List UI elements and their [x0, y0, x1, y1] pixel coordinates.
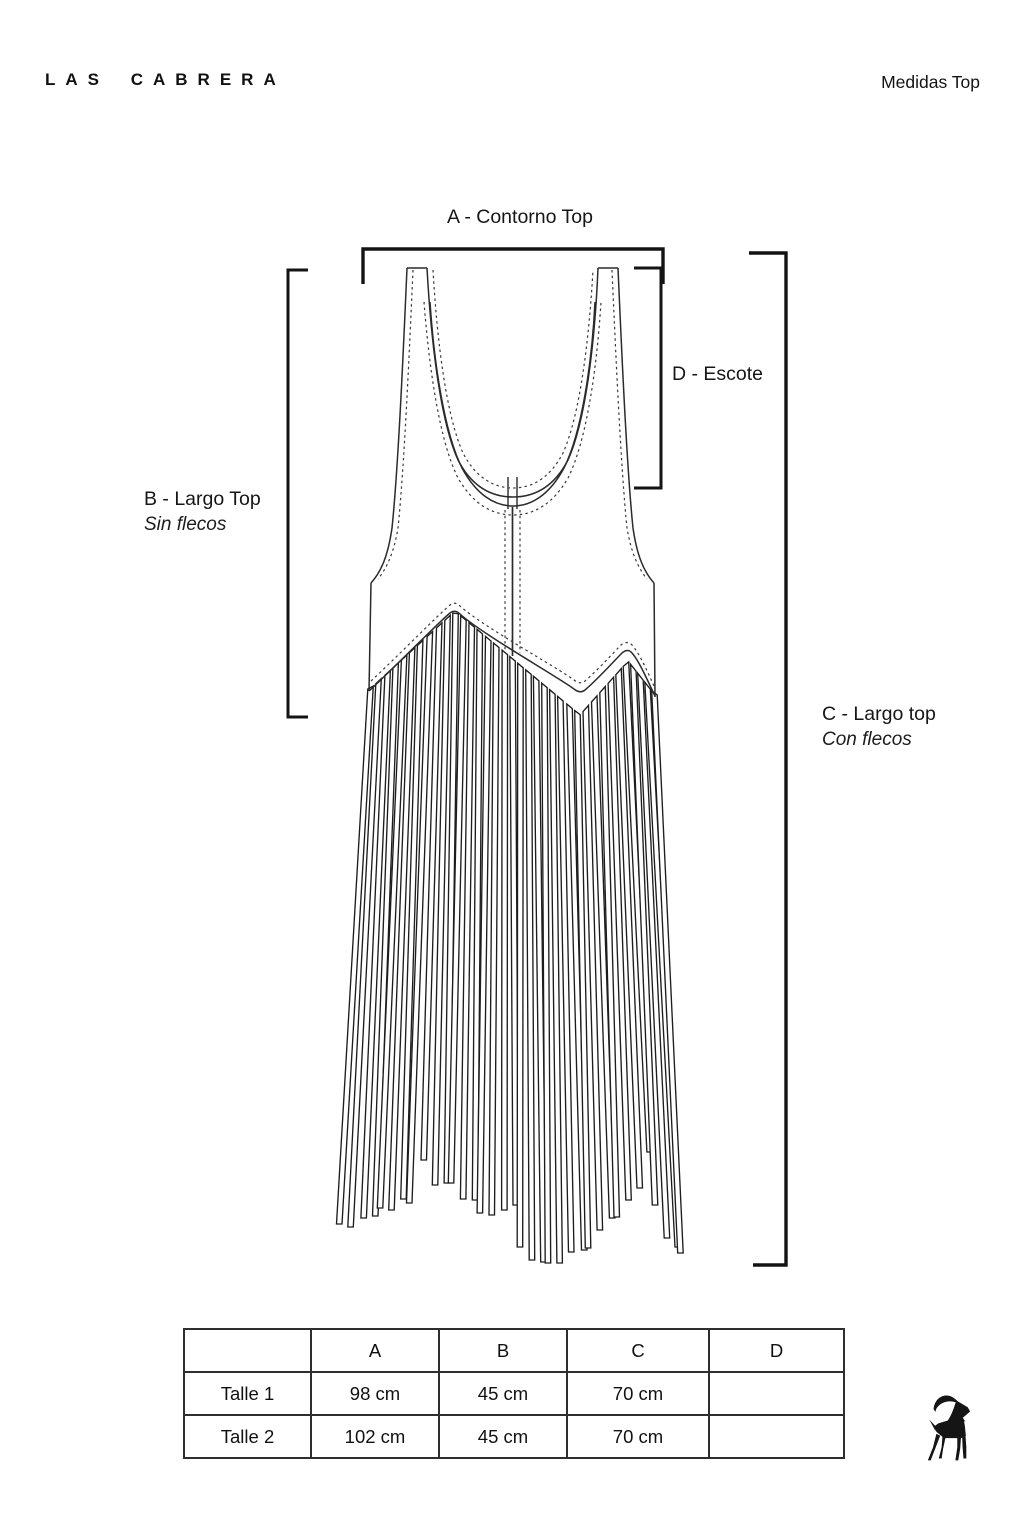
label-escote: [672, 362, 763, 387]
cell-value: 70 cm: [567, 1372, 709, 1415]
bracket-c: [749, 253, 786, 1265]
label-largo-top-sin-flecos: [144, 487, 261, 537]
bodice-outline: [369, 268, 655, 697]
page-title: Medidas Top: [881, 72, 980, 92]
fringe-strand: [489, 643, 499, 1215]
label-d-text: D - Escote: [672, 363, 764, 385]
header-cell-c: C: [567, 1329, 709, 1372]
label-c-note: Con flecos: [822, 729, 912, 750]
table-row: [184, 1372, 844, 1415]
brand-logo: LAS CABRERA: [45, 70, 286, 89]
fringe-strand: [502, 650, 508, 1210]
cell-value: 70 cm: [567, 1415, 709, 1458]
header-cell-b: B: [439, 1329, 567, 1372]
cell-value: [709, 1415, 844, 1458]
header-cell-a: A: [311, 1329, 439, 1372]
label-b-note: Sin flecos: [144, 514, 227, 535]
size-table-header-row: [184, 1329, 844, 1372]
cell-value: 98 cm: [311, 1372, 439, 1415]
row-label: Talle 2: [184, 1415, 311, 1458]
fringe-skirt: [337, 613, 684, 1263]
bracket-b: [288, 270, 308, 717]
cell-value: 102 cm: [311, 1415, 439, 1458]
cell-value: [709, 1372, 844, 1415]
header-cell-empty: [184, 1329, 311, 1372]
label-b-text: B - Largo Top: [144, 488, 261, 510]
label-a-text: A - Contorno Top: [447, 206, 593, 228]
label-contorno-top: [447, 205, 593, 230]
row-label: Talle 1: [184, 1372, 311, 1415]
cell-value: 45 cm: [439, 1372, 567, 1415]
label-largo-top-con-flecos: [822, 702, 936, 752]
bracket-d: [634, 268, 661, 488]
cell-value: 45 cm: [439, 1415, 567, 1458]
header-cell-d: D: [709, 1329, 844, 1372]
size-table: [183, 1328, 845, 1459]
label-c-text: C - Largo top: [822, 703, 936, 725]
fringe-strand: [517, 663, 523, 1247]
fringe-strand: [526, 670, 535, 1260]
table-row: [184, 1415, 844, 1458]
goat-logo-icon: [928, 1395, 970, 1460]
